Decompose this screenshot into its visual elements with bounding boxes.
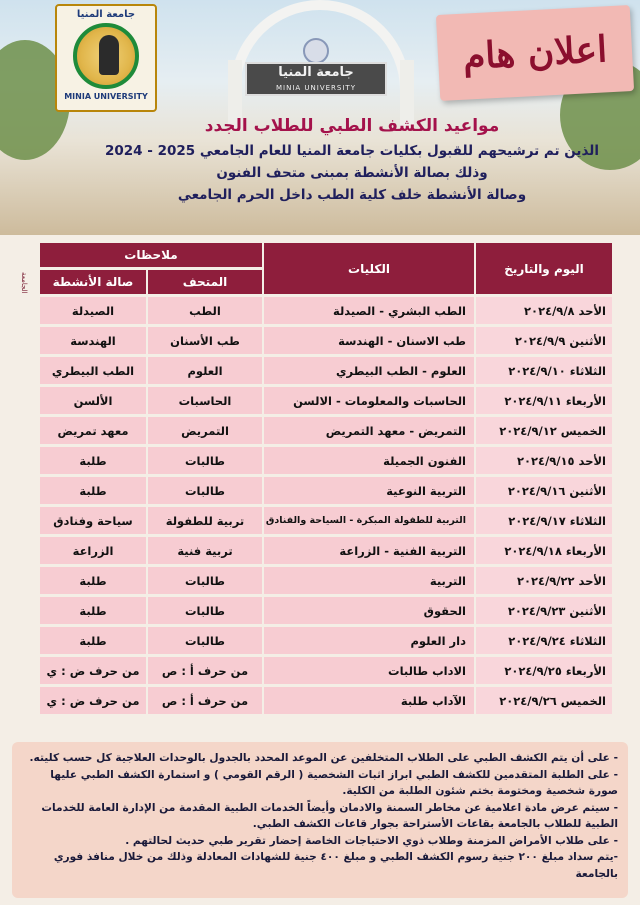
table-row	[38, 507, 612, 534]
side-credit: الجامعة	[20, 272, 28, 294]
cell-day: الثلاثاء ٢٠٢٤/٩/١٧	[474, 507, 612, 534]
cell-activity: طلبة	[38, 477, 146, 504]
cell-colleges: التمريض - معهد التمريض	[262, 417, 474, 444]
table-row	[38, 657, 612, 684]
note-item: -يتم سداد مبلغ ٢٠٠ جنية رسوم الكشف الطبي و مبلغ ٤٠٠ جنية للشهادات المعادلة وذلك من خلال منافذ فوري بالجامعة	[53, 851, 618, 880]
cell-activity: سياحة وفنادق	[38, 507, 146, 534]
cell-museum: الطب	[146, 297, 262, 324]
announcement-title	[92, 112, 612, 230]
header-colleges: الكليات	[262, 243, 474, 294]
gate-emblem-icon	[303, 38, 329, 64]
cell-activity: طلبة	[38, 567, 146, 594]
schedule-table-wrapper	[38, 240, 612, 717]
gate-sign-arabic: جامعة المنيا	[278, 65, 354, 80]
cell-museum: من حرف أ : ص	[146, 687, 262, 714]
header-day: اليوم والتاريخ	[474, 243, 612, 294]
cell-museum: طالبات	[146, 447, 262, 474]
table-row	[38, 297, 612, 324]
cell-museum: طالبات	[146, 567, 262, 594]
cell-museum: طالبات	[146, 477, 262, 504]
cell-museum: الحاسبات	[146, 387, 262, 414]
gate-sign	[245, 62, 387, 96]
note-item: - سيتم عرض مادة اعلامية عن مخاطر السمنة والادمان وأيضاً الخدمات الطبية المقدمة من الإدارة العامة للخدمات الطبية للطلاب بالجامعة بقاعات الأستراحة بجوار قاعات الكشف الطبي.	[41, 801, 618, 830]
title-line-4: وصالة الأنشطة خلف كلية الطب داخل الحرم الجامعي	[177, 187, 527, 203]
cell-colleges: طب الاسنان - الهندسة	[262, 327, 474, 354]
cell-day: الأثنين ٢٠٢٤/٩/١٦	[474, 477, 612, 504]
note-item: - على الطلبة المتقدمين للكشف الطبي ابراز اثبات الشخصية ( الرقم القومي ) و استمارة الكشف الطبي عليها صورة شخصية ومختومة بختم شئون الطلبة من الكلية.	[50, 768, 618, 797]
cell-activity: طلبة	[38, 447, 146, 474]
cell-colleges: التربية	[262, 567, 474, 594]
important-announcement-banner	[436, 5, 634, 101]
cell-activity: طلبة	[38, 597, 146, 624]
table-row	[38, 357, 612, 384]
cell-museum: تربية فنية	[146, 537, 262, 564]
table-row	[38, 687, 612, 714]
logo-arabic-text: جامعة المنيا	[76, 9, 136, 20]
cell-day: الأثنين ٢٠٢٤/٩/٩	[474, 327, 612, 354]
cell-day: الثلاثاء ٢٠٢٤/٩/٢٤	[474, 627, 612, 654]
cell-day: الأربعاء ٢٠٢٤/٩/١١	[474, 387, 612, 414]
table-row	[38, 627, 612, 654]
title-line-1: مواعيد الكشف الطبي للطلاب الجدد	[204, 116, 500, 136]
table-row	[38, 567, 612, 594]
cell-activity: الزراعة	[38, 537, 146, 564]
cell-colleges: التربية النوعية	[262, 477, 474, 504]
cell-activity: من حرف ض : ي	[38, 687, 146, 714]
cell-museum: طالبات	[146, 627, 262, 654]
cell-colleges: الحاسبات والمعلومات - الالسن	[262, 387, 474, 414]
cell-activity: من حرف ض : ي	[38, 657, 146, 684]
cell-day: الأحد ٢٠٢٤/٩/٨	[474, 297, 612, 324]
table-row	[38, 387, 612, 414]
note-item: - على طلاب الأمراض المزمنة وطلاب ذوي الاحتياجات الخاصة إحضار تقرير طبي حديث لحالتهم .	[125, 834, 618, 847]
title-line-3: وذلك بصالة الأنشطة بمبنى متحف الفنون	[216, 165, 488, 181]
table-row	[38, 597, 612, 624]
cell-colleges: دار العلوم	[262, 627, 474, 654]
table-row	[38, 417, 612, 444]
cell-museum: طالبات	[146, 597, 262, 624]
cell-day: الخميس ٢٠٢٤/٩/١٢	[474, 417, 612, 444]
logo-english-text: MINIA UNIVERSITY	[64, 92, 148, 101]
cell-day: الأثنين ٢٠٢٤/٩/٢٣	[474, 597, 612, 624]
cell-activity: الألسن	[38, 387, 146, 414]
header-notes: ملاحظات	[38, 243, 262, 267]
university-logo	[55, 4, 157, 112]
table-row	[38, 537, 612, 564]
cell-day: الأحد ٢٠٢٤/٩/٢٢	[474, 567, 612, 594]
cell-colleges: الحقوق	[262, 597, 474, 624]
header-activity-hall: صالة الأنشطة	[38, 270, 146, 294]
cell-activity: الهندسة	[38, 327, 146, 354]
cell-museum: طب الأسنان	[146, 327, 262, 354]
cell-colleges: الفنون الجميلة	[262, 447, 474, 474]
cell-colleges: الآداب طلبة	[262, 687, 474, 714]
cell-activity: الصيدلة	[38, 297, 146, 324]
cell-day: الثلاثاء ٢٠٢٤/٩/١٠	[474, 357, 612, 384]
table-row	[38, 327, 612, 354]
cell-museum: تربية للطفولة	[146, 507, 262, 534]
cell-colleges: التربية للطفولة المبكرة - السياحة والفنادق	[262, 507, 474, 534]
cell-activity: الطب البيطري	[38, 357, 146, 384]
cell-museum: العلوم	[146, 357, 262, 384]
cell-museum: من حرف أ : ص	[146, 657, 262, 684]
cell-day: الأربعاء ٢٠٢٤/٩/١٨	[474, 537, 612, 564]
important-label: اعلان هام	[461, 28, 609, 78]
nefertiti-emblem-icon	[73, 23, 139, 89]
cell-day: الخميس ٢٠٢٤/٩/٢٦	[474, 687, 612, 714]
cell-colleges: العلوم - الطب البيطري	[262, 357, 474, 384]
cell-colleges: الطب البشري - الصيدلة	[262, 297, 474, 324]
gate-sign-english: MINIA UNIVERSITY	[276, 84, 356, 92]
notes-box	[12, 742, 628, 898]
cell-day: الأربعاء ٢٠٢٤/٩/٢٥	[474, 657, 612, 684]
cell-museum: التمريض	[146, 417, 262, 444]
schedule-table	[38, 240, 612, 717]
note-item: - على أن يتم الكشف الطبي على الطلاب المتخلفين عن الموعد المحدد بالجدول بالوحدات العلاجية كل حسب كليته.	[29, 752, 618, 764]
cell-colleges: الاداب طالبات	[262, 657, 474, 684]
table-row	[38, 477, 612, 504]
table-row	[38, 447, 612, 474]
cell-colleges: التربية الفنية - الزراعة	[262, 537, 474, 564]
header-museum: المتحف	[146, 270, 262, 294]
cell-day: الأحد ٢٠٢٤/٩/١٥	[474, 447, 612, 474]
cell-activity: طلبة	[38, 627, 146, 654]
title-line-2: الذين تم ترشيحهم للقبول بكليات جامعة المنيا للعام الجامعي 2025 - 2024	[105, 143, 599, 159]
cell-activity: معهد تمريض	[38, 417, 146, 444]
